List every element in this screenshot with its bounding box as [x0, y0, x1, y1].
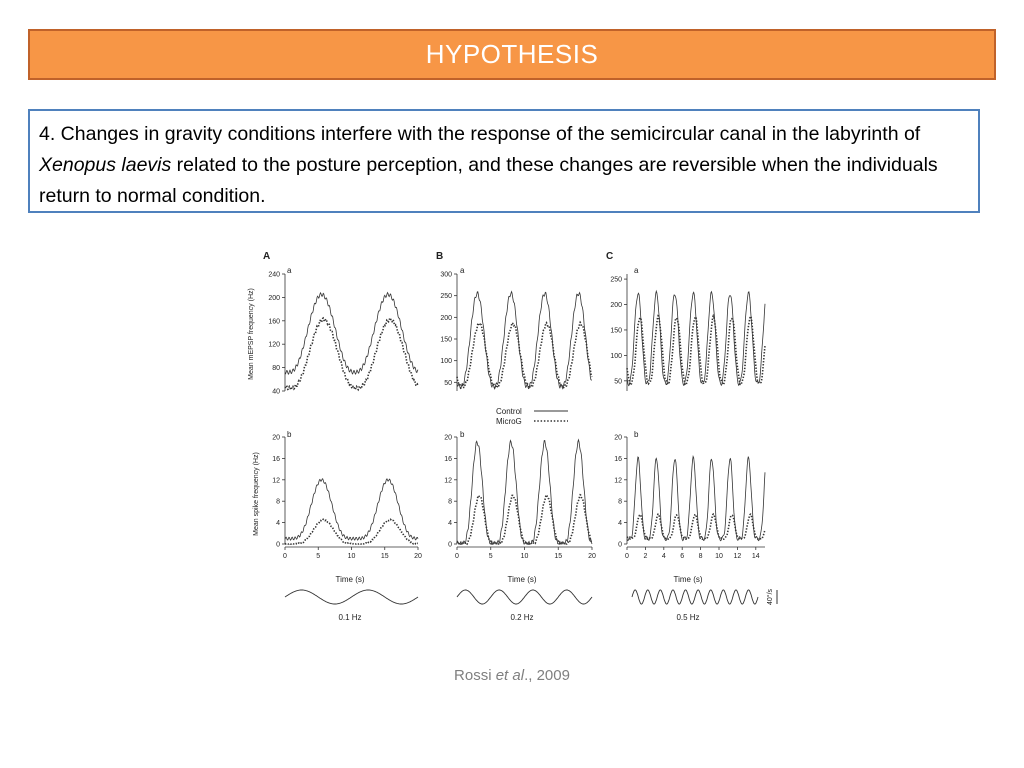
series-control-a-b	[285, 479, 418, 540]
y-tick-label-a-a: 160	[268, 318, 280, 326]
y-tick-label-c-b: 16	[614, 455, 622, 463]
y-tick-label-a-b: 4	[276, 520, 280, 528]
x-tick-label-c-b: 12	[733, 553, 742, 560]
ylabel-bottom: Mean spike frequency (Hz)	[253, 452, 260, 536]
y-tick-label-b-a: 250	[440, 293, 452, 301]
y-tick-label-c-b: 0	[618, 541, 622, 549]
y-tick-label-b-b: 20	[444, 434, 452, 442]
figure-rossi-2009	[240, 244, 785, 629]
x-tick-label-a-b: 5	[316, 553, 321, 560]
sublabel-c-top: a	[634, 266, 639, 275]
y-tick-label-b-a: 50	[444, 379, 452, 387]
stimulus-label-b: 0.2 Hz	[510, 613, 534, 622]
y-tick-label-a-b: 16	[272, 455, 280, 463]
x-tick-label-b-b: 10	[520, 553, 529, 560]
x-tick-label-c-b: 14	[751, 553, 760, 560]
stimulus-wave-a	[285, 590, 418, 604]
sublabel-a-bottom: b	[287, 430, 292, 439]
y-tick-label-a-a: 200	[268, 294, 280, 302]
stimulus-wave-b	[457, 590, 592, 604]
x-tick-label-c-b: 8	[698, 553, 703, 560]
y-tick-label-b-a: 300	[440, 271, 452, 279]
hypothesis-text-suffix: related to the posture perception, and these changes are reversible when the individuals return to normal condition.	[39, 154, 938, 207]
hypothesis-text-prefix: 4. Changes in gravity conditions interfere with the response of the semicircular canal in the labyrinth of	[39, 123, 921, 145]
x-tick-label-c-b: 6	[680, 553, 685, 560]
y-tick-label-a-b: 20	[272, 434, 280, 442]
figure-svg	[240, 244, 785, 629]
hypothesis-box	[28, 109, 980, 213]
stimulus-label-a: 0.1 Hz	[338, 613, 362, 622]
y-tick-label-b-b: 8	[448, 498, 452, 506]
y-tick-label-a-b: 8	[276, 498, 280, 506]
y-tick-label-c-a: 250	[610, 276, 622, 284]
stimulus-scale-label: 40°/s	[767, 588, 774, 606]
series-control-b-b	[457, 440, 592, 544]
x-tick-label-a-b: 10	[347, 553, 356, 560]
y-tick-label-b-a: 150	[440, 336, 452, 344]
sublabel-c-bottom: b	[634, 430, 639, 439]
x-tick-label-a-b: 15	[380, 553, 389, 560]
sublabel-a-top: a	[287, 266, 292, 275]
citation-author: Rossi	[454, 667, 496, 684]
y-tick-label-b-b: 0	[448, 541, 452, 549]
sublabel-b-top: a	[460, 266, 465, 275]
x-tick-label-b-b: 15	[554, 553, 563, 560]
y-tick-label-b-b: 4	[448, 520, 452, 528]
x-tick-label-b-b: 5	[488, 553, 493, 560]
y-tick-label-c-b: 4	[618, 520, 622, 528]
y-tick-label-b-a: 200	[440, 314, 452, 322]
slide-title-bar	[28, 29, 996, 80]
y-tick-label-a-a: 40	[272, 388, 280, 396]
y-tick-label-a-b: 0	[276, 541, 280, 549]
x-tick-label-c-b: 2	[643, 553, 648, 560]
citation-rest: ., 2009	[524, 667, 570, 684]
y-tick-label-a-a: 120	[268, 341, 280, 349]
x-tick-label-b-b: 0	[455, 553, 459, 560]
x-tick-label-c-b: 10	[715, 553, 723, 560]
y-tick-label-c-a: 100	[610, 352, 622, 360]
y-tick-label-c-b: 20	[614, 434, 622, 442]
y-tick-label-c-a: 50	[614, 378, 622, 386]
x-tick-label-b-b: 20	[588, 553, 596, 560]
y-tick-label-a-b: 12	[272, 477, 280, 485]
citation-etal: et al	[495, 667, 525, 684]
legend	[496, 407, 568, 426]
ylabel-top: Mean mEPSP frequency (Hz)	[248, 288, 255, 380]
legend-microg-label: MicroG	[496, 417, 522, 426]
y-tick-label-a-a: 80	[272, 365, 280, 373]
series-control-c-b	[627, 457, 765, 541]
x-tick-label-a-b: 20	[414, 553, 422, 560]
legend-control-label: Control	[496, 407, 522, 416]
sublabel-b-bottom: b	[460, 430, 465, 439]
slide-title: HYPOTHESIS	[425, 39, 599, 69]
y-tick-label-c-a: 200	[610, 302, 622, 310]
xlabel-b: Time (s)	[507, 575, 537, 584]
panel-label-b: B	[436, 251, 444, 262]
y-tick-label-b-b: 12	[444, 477, 452, 485]
series-microg-a-a	[285, 318, 418, 390]
stimulus-label-c: 0.5 Hz	[676, 613, 700, 622]
y-tick-label-c-b: 8	[618, 498, 622, 506]
panel-label-c: C	[606, 251, 614, 262]
citation	[0, 667, 1024, 684]
xlabel-a: Time (s)	[335, 575, 365, 584]
hypothesis-species: Xenopus laevis	[39, 154, 172, 176]
stimulus-wave-c	[632, 590, 758, 604]
x-tick-label-c-b: 4	[661, 553, 666, 560]
y-tick-label-a-a: 240	[268, 271, 280, 279]
series-microg-c-a	[627, 316, 765, 385]
x-tick-label-c-b: 0	[625, 553, 629, 560]
xlabel-c: Time (s)	[673, 575, 703, 584]
panel-label-a: A	[263, 251, 271, 262]
y-tick-label-b-b: 16	[444, 455, 452, 463]
x-tick-label-a-b: 0	[283, 553, 287, 560]
y-tick-label-c-b: 12	[614, 477, 622, 485]
y-tick-label-b-a: 100	[440, 358, 452, 366]
y-tick-label-c-a: 150	[610, 327, 622, 335]
